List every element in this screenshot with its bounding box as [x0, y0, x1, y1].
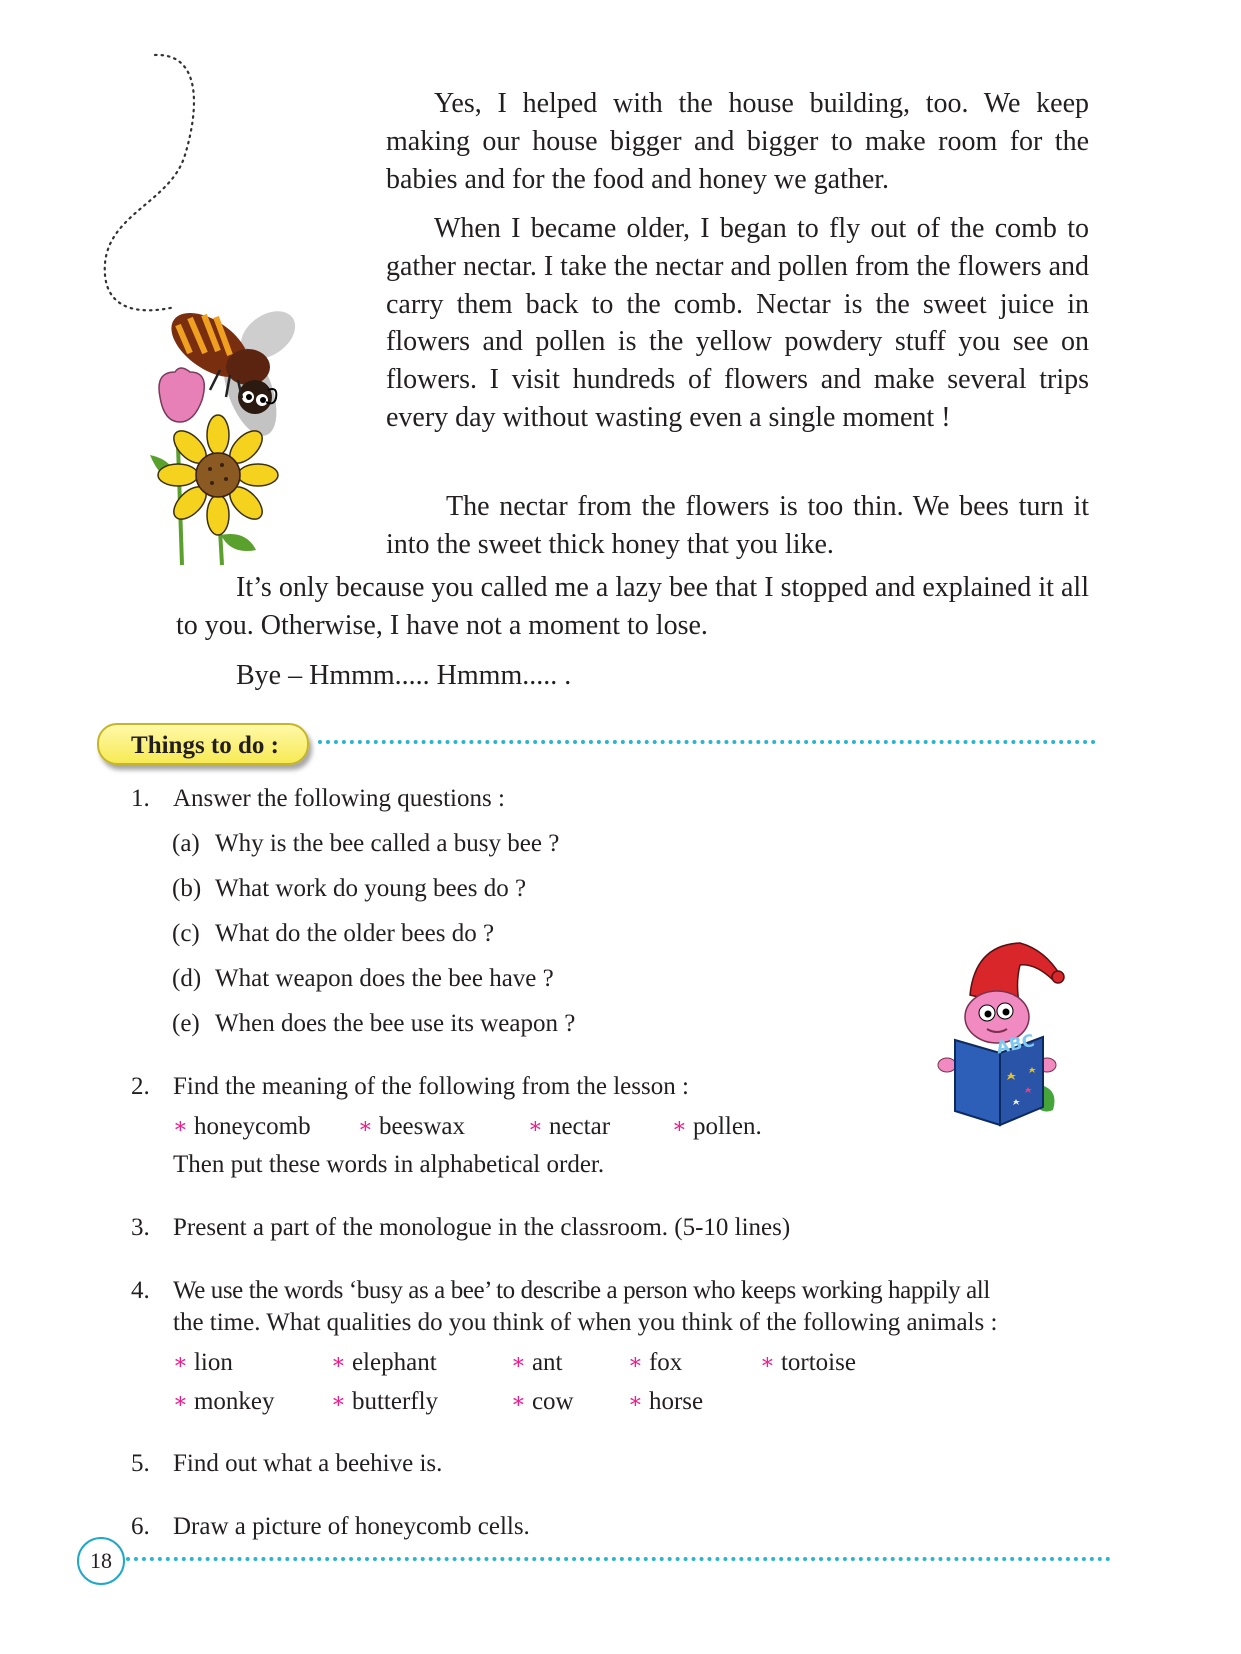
book-icon	[955, 1040, 1000, 1125]
story-paragraph-4: It’s only because you called me a lazy bee that I stopped and explained it all to you. Otherwise, I have not a moment to lose.	[176, 572, 1089, 641]
question-1b-text: What work do young bees do ?	[215, 875, 527, 902]
bee-flower-illustration	[90, 45, 330, 565]
animal-horse: ∗ horse	[628, 1388, 704, 1415]
things-to-do-heading: Things to do :	[97, 723, 309, 765]
star-bullet-icon: ∗	[173, 1349, 188, 1374]
star-bullet-icon: ∗	[511, 1388, 526, 1413]
question-2-text: Find the meaning of the following from the lesson :	[173, 1073, 689, 1100]
heading-divider	[318, 740, 1096, 744]
sunflower-icon	[158, 415, 278, 565]
star-bullet-icon: ∗	[358, 1113, 373, 1138]
question-5-number: 5.	[131, 1450, 150, 1477]
question-6-text: Draw a picture of honeycomb cells.	[173, 1513, 530, 1540]
question-4-number: 4.	[131, 1277, 150, 1304]
word-nectar: ∗ nectar	[528, 1113, 611, 1140]
question-1d-text: What weapon does the bee have ?	[215, 965, 554, 992]
question-1c-text: What do the older bees do ?	[215, 920, 495, 947]
animal-fox: ∗ fox	[628, 1349, 683, 1376]
question-1-text: Answer the following questions :	[173, 785, 505, 812]
gnome-reading-book-illustration	[925, 935, 1075, 1135]
star-bullet-icon: ∗	[331, 1388, 346, 1413]
story-paragraph-5: Bye – Hmmm..... Hmmm..... .	[236, 660, 572, 691]
book-cover-text: ABC	[994, 1030, 1037, 1059]
star-bullet-icon: ∗	[528, 1113, 543, 1138]
animal-ant: ∗ ant	[511, 1349, 563, 1376]
question-1e-text: When does the bee use its weapon ?	[215, 1010, 576, 1037]
question-6-number: 6.	[131, 1513, 150, 1540]
question-2-followup: Then put these words in alphabetical order.	[173, 1151, 605, 1178]
star-bullet-icon: ∗	[672, 1113, 687, 1138]
word-pollen: ∗ pollen.	[672, 1113, 762, 1140]
animal-monkey: ∗ monkey	[173, 1388, 275, 1415]
animal-butterfly: ∗ butterfly	[331, 1388, 439, 1415]
animal-cow: ∗ cow	[511, 1388, 574, 1415]
star-bullet-icon: ∗	[511, 1349, 526, 1374]
star-bullet-icon: ∗	[173, 1388, 188, 1413]
star-bullet-icon: ∗	[760, 1349, 775, 1374]
word-beeswax: ∗ beeswax	[358, 1113, 466, 1140]
question-1d-label: (d)	[172, 965, 202, 992]
footer-divider	[126, 1557, 1111, 1561]
page-number: 18	[77, 1537, 125, 1585]
question-4-line-2: the time. What qualities do you think of when you think of the following animals :	[173, 1309, 998, 1336]
star-bullet-icon: ∗	[628, 1349, 643, 1374]
star-bullet-icon: ∗	[331, 1349, 346, 1374]
question-2-number: 2.	[131, 1073, 150, 1100]
animal-tortoise: ∗ tortoise	[760, 1349, 856, 1376]
animal-lion: ∗ lion	[173, 1349, 233, 1376]
question-3-text: Present a part of the monologue in the classroom. (5-10 lines)	[173, 1214, 791, 1241]
animal-elephant: ∗ elephant	[331, 1349, 437, 1376]
question-5-text: Find out what a beehive is.	[173, 1450, 443, 1477]
question-1-number: 1.	[131, 785, 150, 812]
question-1c-label: (c)	[172, 920, 200, 947]
question-1a-label: (a)	[172, 830, 200, 857]
story-paragraph-2: When I became older, I began to fly out of the comb to gather nectar. I take the nectar and pollen from the flowers and carry them back to the comb. Nectar is the sweet juice in flowers and pollen is the yellow powdery stuff you see on flowers. I visit hundreds of flowers and make several trips every day without wasting even a single moment !	[386, 213, 1089, 433]
question-1a-text: Why is the bee called a busy bee ?	[215, 830, 560, 857]
star-bullet-icon: ∗	[628, 1388, 643, 1413]
star-bullet-icon: ∗	[173, 1113, 188, 1138]
bee-flight-path	[105, 55, 194, 310]
question-1b-label: (b)	[172, 875, 202, 902]
question-1e-label: (e)	[172, 1010, 200, 1037]
question-3-number: 3.	[131, 1214, 150, 1241]
word-honeycomb: ∗ honeycomb	[173, 1113, 311, 1140]
story-paragraph-3: The nectar from the flowers is too thin. We bees turn it into the sweet thick honey that you like.	[386, 491, 1089, 560]
question-4-line-1: We use the words ‘busy as a bee’ to describe a person who keeps working happily all	[173, 1277, 990, 1304]
story-paragraph-1: Yes, I helped with the house building, too. We keep making our house bigger and bigger to make room for the babies and for the food and honey we gather.	[386, 88, 1089, 195]
